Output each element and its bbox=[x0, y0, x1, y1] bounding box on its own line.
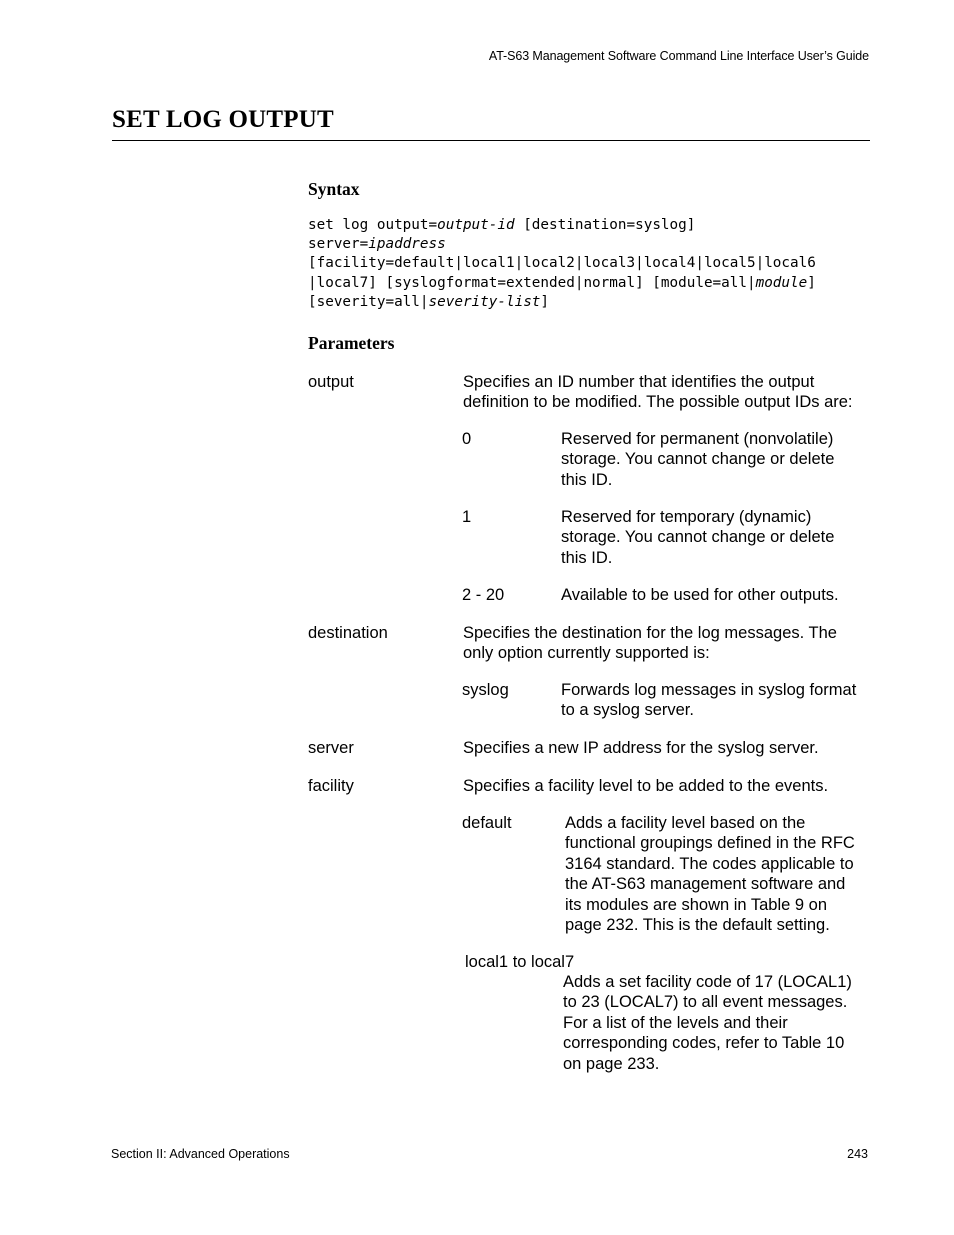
desc-line: storage. You cannot change or delete bbox=[561, 528, 835, 547]
option-name: syslog bbox=[462, 681, 509, 699]
param-name-facility: facility bbox=[308, 777, 354, 795]
syntax-placeholder: module bbox=[755, 274, 808, 291]
syntax-text: ] bbox=[807, 274, 816, 291]
page-number: 243 bbox=[847, 1147, 868, 1161]
syntax-text: set log output= bbox=[308, 217, 438, 233]
desc-line: functional groupings defined in the RFC bbox=[565, 834, 855, 853]
syntax-text: |local7] [syslogformat=extended|normal] [module=all| bbox=[308, 274, 756, 291]
desc-line: Forwards log messages in syslog format bbox=[561, 681, 857, 699]
desc-line: Adds a facility level based on the bbox=[565, 814, 806, 832]
param-desc-facility bbox=[463, 776, 873, 796]
param-name-destination: destination bbox=[308, 624, 388, 642]
syntax-text: [severity=all| bbox=[308, 293, 429, 310]
param-desc-server bbox=[463, 738, 873, 758]
desc-line: only option currently supported is: bbox=[463, 644, 710, 663]
desc-line: definition to be modified. The possible output IDs are: bbox=[463, 393, 853, 412]
option-name: 2 - 20 bbox=[462, 586, 505, 604]
option-desc bbox=[565, 813, 875, 935]
desc-line: Specifies the destination for the log messages. The bbox=[463, 624, 837, 642]
desc-line: Specifies a facility level to be added to the events. bbox=[463, 777, 829, 795]
title-divider bbox=[112, 140, 870, 141]
syntax-block bbox=[308, 216, 816, 312]
desc-line: this ID. bbox=[561, 548, 613, 567]
param-name-server: server bbox=[308, 739, 354, 757]
option-desc bbox=[561, 507, 873, 568]
param-desc-destination bbox=[463, 623, 873, 664]
option-desc bbox=[561, 585, 873, 605]
desc-line: Specifies an ID number that identifies the output bbox=[463, 373, 815, 391]
desc-line: this ID. bbox=[561, 470, 613, 489]
option-desc bbox=[561, 429, 873, 490]
option-desc bbox=[561, 680, 873, 721]
desc-line: corresponding codes, refer to Table 10 bbox=[563, 1034, 845, 1053]
syntax-text: [destination=syslog] bbox=[514, 217, 696, 233]
footer-section: Section II: Advanced Operations bbox=[111, 1147, 290, 1161]
syntax-text: ] bbox=[540, 293, 550, 310]
option-desc bbox=[563, 972, 873, 1074]
option-name: 0 bbox=[462, 430, 472, 448]
desc-line: 3164 standard. The codes applicable to bbox=[565, 854, 854, 873]
param-name-output: output bbox=[308, 373, 354, 391]
option-name: default bbox=[462, 814, 512, 832]
option-name: local1 to local7 bbox=[465, 953, 575, 971]
desc-line: the AT-S63 management software and bbox=[565, 875, 846, 894]
desc-line: its modules are shown in Table 9 on bbox=[565, 895, 828, 914]
desc-line: to a syslog server. bbox=[561, 701, 694, 720]
desc-line: Adds a set facility code of 17 (LOCAL1) bbox=[563, 973, 852, 991]
parameters-heading: Parameters bbox=[308, 333, 395, 353]
syntax-placeholder: ipaddress bbox=[368, 236, 446, 253]
syntax-placeholder: severity-list bbox=[428, 293, 541, 310]
desc-line: For a list of the levels and their bbox=[563, 1013, 788, 1032]
syntax-heading: Syntax bbox=[308, 179, 360, 199]
desc-line: storage. You cannot change or delete bbox=[561, 450, 835, 469]
option-name: 1 bbox=[462, 508, 472, 526]
syntax-text: [facility=default|local1|local2|local3|local4|local5|local6 bbox=[308, 255, 816, 272]
syntax-placeholder: output-id bbox=[437, 217, 515, 233]
syntax-text: server= bbox=[308, 236, 369, 253]
desc-line: Specifies a new IP address for the syslog server. bbox=[463, 739, 819, 757]
param-desc-output bbox=[463, 372, 873, 413]
desc-line: on page 233. bbox=[563, 1054, 660, 1073]
desc-line: Available to be used for other outputs. bbox=[561, 586, 839, 604]
page-title: SET LOG OUTPUT bbox=[112, 106, 334, 133]
desc-line: Reserved for permanent (nonvolatile) bbox=[561, 430, 834, 448]
desc-line: Reserved for temporary (dynamic) bbox=[561, 508, 812, 526]
desc-line: page 232. This is the default setting. bbox=[565, 916, 830, 935]
desc-line: to 23 (LOCAL7) to all event messages. bbox=[563, 993, 848, 1012]
running-header: AT-S63 Management Software Command Line Interface User’s Guide bbox=[488, 49, 869, 63]
